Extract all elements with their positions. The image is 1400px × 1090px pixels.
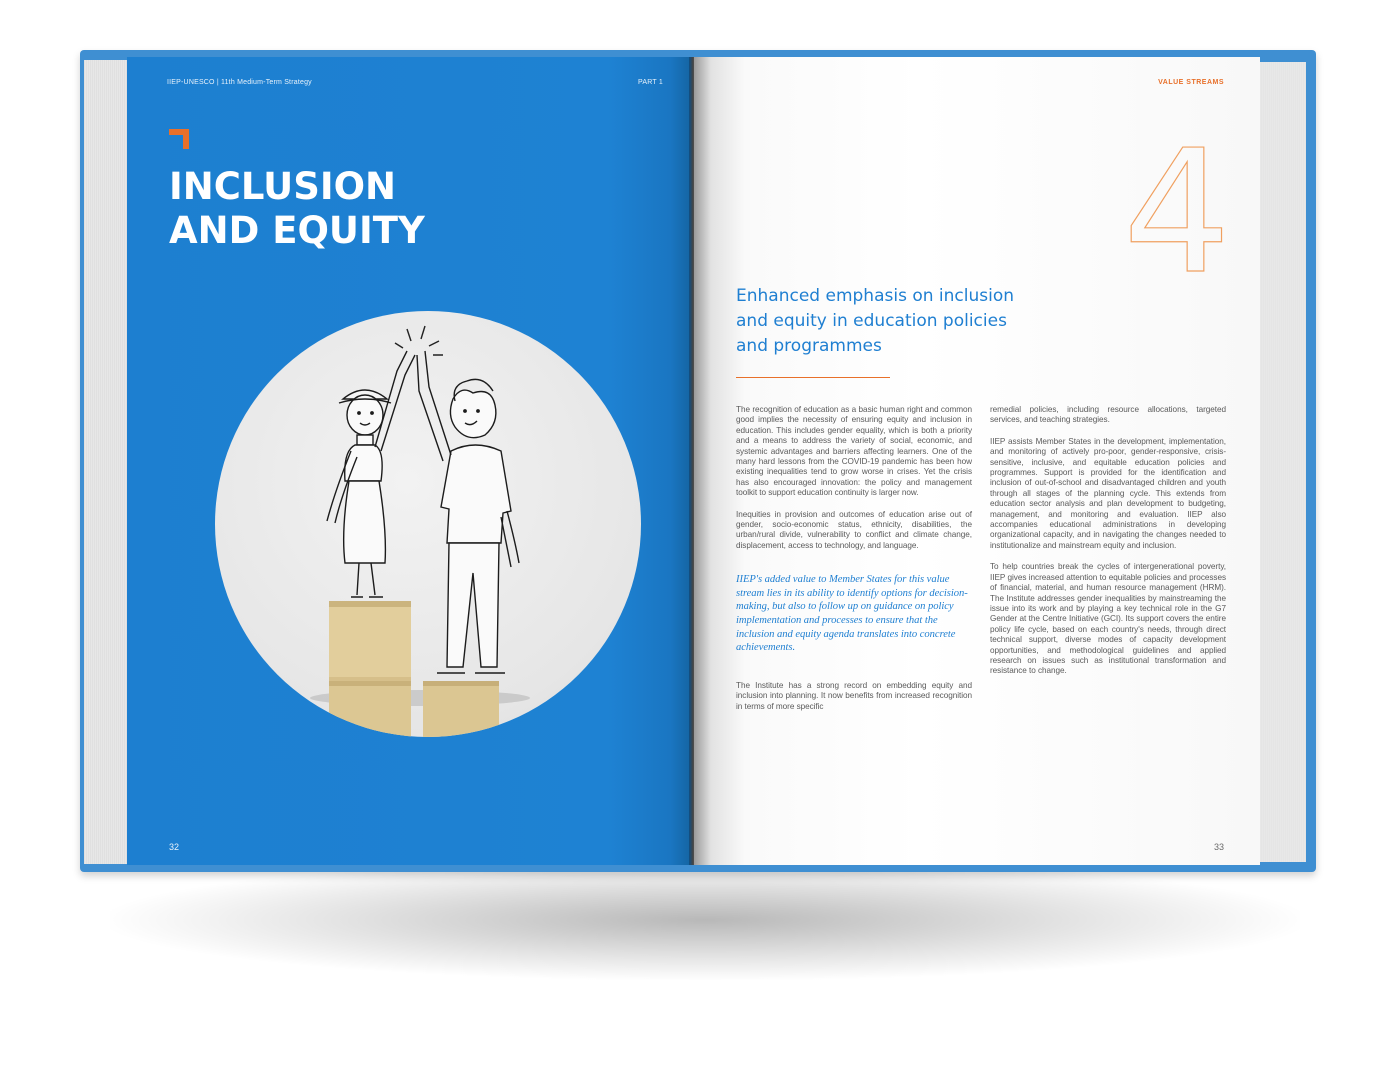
page-number-left: 32 [169,842,180,852]
text-column-right [990,405,1226,688]
running-header-section: VALUE STREAMS [1158,79,1224,86]
subtitle-line-2: and equity in education policies [736,311,1007,331]
value-stream-number-text: 4 [1122,139,1232,279]
woman-figure [327,351,415,597]
paragraph: IIEP assists Member States in the development, implementation, and monitoring of actively pro-poor, gender-responsive, crisis-sensitive, inclusive, and equitable education policies and programmes. Support is provided for the identification and inclusion of out-of-school and disadvantaged children and youth through all stages of the planning cycle. This extends from education sector analysis and plan development to budgeting, management, and monitoring and evaluation. IIEP also accompanies educational administrations in developing organizational capacity, and in navigating the changes needed to institutionalize and mainstream equity and inclusion. [990,436,1226,550]
running-header-title: IIEP-UNESCO | 11th Medium-Term Strategy [167,79,312,86]
illustration-circle [215,311,641,737]
page-stack-right [1260,62,1306,862]
orange-divider [736,377,890,378]
text-column-left [736,405,972,723]
sparkle-lines [395,326,443,355]
section-subtitle [736,284,1056,359]
subtitle-line-3: and programmes [736,336,882,356]
page-number-right: 33 [1214,842,1225,852]
paragraph: The Institute has a strong record on embedding equity and inclusion into planning. It now benefits from increased recognition in terms of more specific [736,680,972,711]
paragraph: To help countries break the cycles of intergenerational poverty, IIEP gives increased attention to equitable policies and processes of financial, material, and human resource management (HRM). The Institute addresses gender inequalities by mainstreaming the issue into its work and by playing a key technical role in the G7 Gender at the Centre Initiative (GCI). Its support covers the entire policy life cycle, based on each country's needs, through direct technical support, diverse modes of capacity development opportunities, and methodological guidelines and applied research on issues such as institutional transformation and resistance to change. [990,562,1226,676]
high-five-illustration [215,311,641,737]
paragraph: remedial policies, including resource allocations, targeted services, and teaching strategies. [990,405,1226,425]
page-stack-left [84,60,130,864]
cardboard-boxes [329,601,499,737]
left-page [127,57,693,865]
man-figure [417,351,519,673]
paragraph: The recognition of education as a basic human right and common good implies the necessity of ensuring equity and inclusion in education. This includes gender equality, which is both a priority and a means to address the variety of social, economic, and systemic advantages and barriers affecting learners. One of the many hard lessons from the COVID-19 pandemic has been how existing inequalities tend to grow worse in crises. Yet the crisis has also encouraged innovation: the policy and management toolkit to support education continuity is larger now. [736,405,972,498]
orange-corner-mark-icon [169,129,189,151]
chapter-title [169,165,425,253]
right-page [694,57,1260,865]
running-header-part: PART 1 [638,79,663,86]
pull-quote: IIEP's added value to Member States for this value stream lies in its ability to identify options for decision-making, but also to follow up on guidance on policy implementation and processes to ensure that the inclusion and equity agenda translates into concrete achievements. [736,574,968,654]
chapter-title-line-1: INCLUSION [169,165,397,208]
paragraph: Inequities in provision and outcomes of education arise out of gender, socio-economic status, ethnicity, disabilities, the urban/rural divide, vulnerability to conflict and climate change, displacement, access to technology, and language. [736,509,972,550]
subtitle-line-1: Enhanced emphasis on inclusion [736,286,1015,306]
book-shadow [110,860,1300,980]
chapter-title-line-2: AND EQUITY [169,209,425,252]
value-stream-number [1122,139,1232,279]
